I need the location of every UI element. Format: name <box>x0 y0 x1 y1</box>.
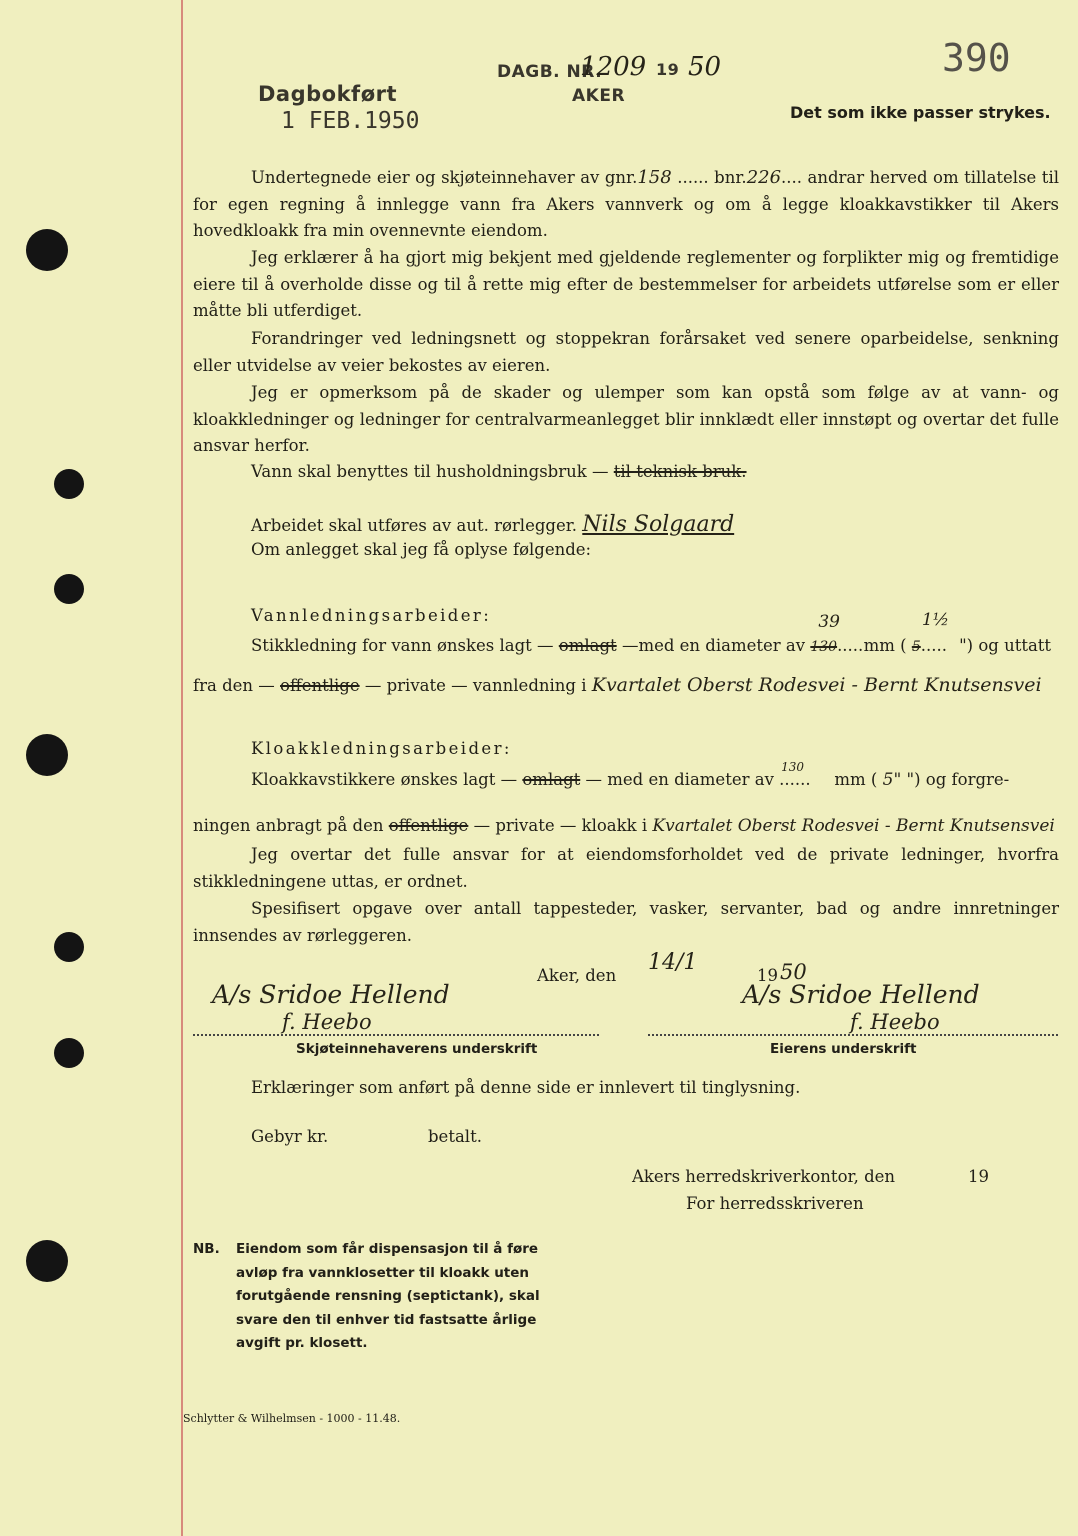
vann-line-2 <box>193 674 1042 696</box>
intro-text: Forandringer ved ledningsnett og stoppekran forårsaket ved senere oparbeidelse, senkning eller utvidelse av veier bekostes av eieren. <box>193 329 1059 375</box>
kloakk-diameter-mm: 130 <box>781 760 805 774</box>
vann-text: —med en diameter av <box>621 636 806 655</box>
nb-tag: NB. <box>193 1241 220 1257</box>
usage-struck: til teknisk bruk. <box>613 462 747 481</box>
vann-line-1: Stikkledning for vann ønskes lagt — omlagt —med en diameter av 39 130..... mm ( 1½ 5..... ") og uttatt <box>251 610 1052 655</box>
kloakk-text: — private — kloakk i <box>473 816 648 835</box>
dagbokfort-date: 1 FEB.1950 <box>281 108 420 134</box>
usage-line <box>251 462 747 481</box>
strike-notice: Det som ikke passer strykes. <box>790 103 1051 122</box>
skjote-signature-rule <box>193 1034 599 1036</box>
vann-text: ") og uttatt <box>959 636 1052 655</box>
place-date: Aker, den <box>537 966 617 985</box>
punch-hole <box>54 469 84 499</box>
intro-text-b: bnr. <box>714 168 747 187</box>
year-handwritten: 50 <box>780 960 807 984</box>
gnr-value: 158 <box>637 167 672 188</box>
eier-signature-line1: A/s Sridoe Hellend <box>742 980 980 1009</box>
usage-text: Vann skal benyttes til husholdningsbruk — <box>251 462 609 481</box>
kloakk-heading: Kloakkledningsarbeider: <box>251 739 512 758</box>
rorlegger-name: Nils Solgaard <box>582 512 735 537</box>
vann-diameter-mm: 39 <box>818 612 840 632</box>
kontor-text: Akers herredskriverkontor, den <box>632 1167 896 1186</box>
gebyr-label: Gebyr kr. <box>251 1127 329 1146</box>
eier-signature-label: Eierens underskrift <box>770 1041 917 1057</box>
erklaering-text: Erklæringer som anført på denne side er innlevert til tinglysning. <box>251 1078 801 1097</box>
punch-hole <box>26 734 68 776</box>
spesifisert-paragraph <box>193 896 1059 949</box>
intro-text: Jeg er opmerksom på de skader og ulemper som kan opstå som følge av at vann- og kloakkledninger og ledninger for centralvarmeanlegget blir innklædt eller innstøpt og overtar det fulle ansvar herfor. <box>193 383 1059 455</box>
intro-paragraph-1: Undertegnede eier og skjøteinnehaver av gnr.158 ...... bnr.226.... andrar herved om tillatelse til for egen regning å innlegge vann fra Akers vannverk og om å legge kloakkavstikker til Akers hovedkloakk fra min ovennevnte eiendom. <box>193 167 1059 240</box>
vann-heading: Vannledningsarbeider: <box>251 606 492 625</box>
margin-rule <box>181 0 183 1536</box>
gebyr-betalt: betalt. <box>428 1127 482 1146</box>
vann-diameter-inch: 1½ <box>921 610 950 630</box>
punch-hole <box>54 574 84 604</box>
nb-text: Eiendom som får dispensasjon til å føre avløp fra vannklosetter til kloakk uten forutgående rensning (septictank), skal svare den til enhver tid fastsatte årlige avgift pr. klosett. <box>236 1241 540 1351</box>
intro-text-c: andrar herved om tillatelse til for egen regning å innlegge vann fra Akers vannverk og om å legge kloakkavstikker til Akers hovedkloakk fra min ovennevnte eiendom. <box>193 168 1059 240</box>
skjote-signature-label: Skjøteinnehaverens underskrift <box>296 1041 538 1057</box>
date-handwritten: 14/1 <box>648 950 698 975</box>
kloakk-text: — med en diameter av <box>585 770 774 789</box>
intro-text-a: Undertegnede eier og skjøteinnehaver av gnr. <box>251 168 638 187</box>
dagb-nr-value: 1209 <box>580 52 647 82</box>
punch-hole <box>26 229 68 271</box>
vann-diameter-mm-struck: 130 <box>810 639 838 655</box>
vann-text: fra den — <box>193 676 275 695</box>
year-printed: 19 <box>757 966 778 985</box>
eier-signature-line2: f. Heebo <box>850 1010 940 1034</box>
ansvar-text: Jeg overtar det fulle ansvar for at eiendomsforholdet ved de private ledninger, hvorfra stikkledningene uttas, er ordnet. <box>193 845 1059 891</box>
intro-paragraph-4 <box>193 380 1059 460</box>
kloakk-line-2 <box>193 816 1055 836</box>
vann-text: — private — vannledning i <box>364 676 587 695</box>
kloakk-text: mm ( <box>834 770 878 789</box>
vann-struck: offentlige <box>280 676 360 695</box>
kloakk-text: ") og forgre- <box>906 770 1010 789</box>
kloakk-text: ningen anbragt på den <box>193 816 384 835</box>
dagb-nr-year-hand: 50 <box>688 52 722 82</box>
aker-stamp: AKER <box>572 86 626 106</box>
intro-paragraph-2 <box>193 245 1059 325</box>
punch-hole <box>26 1240 68 1282</box>
spesifisert-text: Spesifisert opgave over antall tappesteder, vasker, servanter, bad og andre innretninger innsendes av rørleggeren. <box>193 899 1059 945</box>
printer-imprint: Schlytter & Wilhelmsen - 1000 - 11.48. <box>183 1412 401 1425</box>
skjote-signature-line1: A/s Sridoe Hellend <box>212 980 450 1009</box>
kloakk-struck: omlagt <box>522 770 581 789</box>
skjote-signature-line2: f. Heebo <box>282 1010 372 1034</box>
kloakk-text: Kloakkavstikkere ønskes lagt — <box>251 770 518 789</box>
rorlegger-line <box>251 512 734 537</box>
rorlegger-label: Arbeidet skal utføres av aut. rørlegger. <box>251 516 578 535</box>
kloakk-struck: offentlige <box>388 816 469 835</box>
dagbokfort-stamp: Dagbokført <box>258 82 398 106</box>
vann-text: mm ( <box>863 636 907 655</box>
kloakk-location: Kvartalet Oberst Rodesvei - Bernt Knutsensvei <box>652 816 1055 836</box>
for-herredsskriveren: For herredsskriveren <box>686 1194 864 1213</box>
oplyse-line: Om anlegget skal jeg få oplyse følgende: <box>251 540 592 559</box>
eier-signature-rule <box>648 1034 1058 1036</box>
intro-text: Jeg erklærer å ha gjort mig bekjent med gjeldende reglementer og forplikter mig og fremtidige eiere til å overholde disse og til å rette mig efter de bestemmelser for arbeidets utførelse som er eller måtte bli utferdiget. <box>193 248 1059 320</box>
kloakk-line-1: Kloakkavstikkere ønskes lagt — omlagt — med en diameter av 130 ...... mm ( 5" ") og forgre- <box>251 760 1010 790</box>
intro-paragraph-3 <box>193 326 1059 379</box>
punch-hole <box>54 1038 84 1068</box>
ansvar-paragraph <box>193 842 1059 895</box>
kontor-year: 19 <box>968 1167 989 1186</box>
vann-diameter-inch-struck: 5 <box>911 639 921 655</box>
kloakk-diameter-inch: 5" <box>882 770 902 790</box>
vann-text: Stikkledning for vann ønskes lagt — <box>251 636 554 655</box>
vann-struck: omlagt <box>558 636 617 655</box>
dagb-nr-label: DAGB. NR. <box>497 62 603 82</box>
bnr-value: 226 <box>746 167 782 188</box>
page-number: 390 <box>942 36 1011 80</box>
dagb-nr-year-printed: 19 <box>656 60 680 79</box>
punch-hole <box>54 932 84 962</box>
vann-location: Kvartalet Oberst Rodesvei - Bernt Knutsensvei <box>591 674 1042 696</box>
